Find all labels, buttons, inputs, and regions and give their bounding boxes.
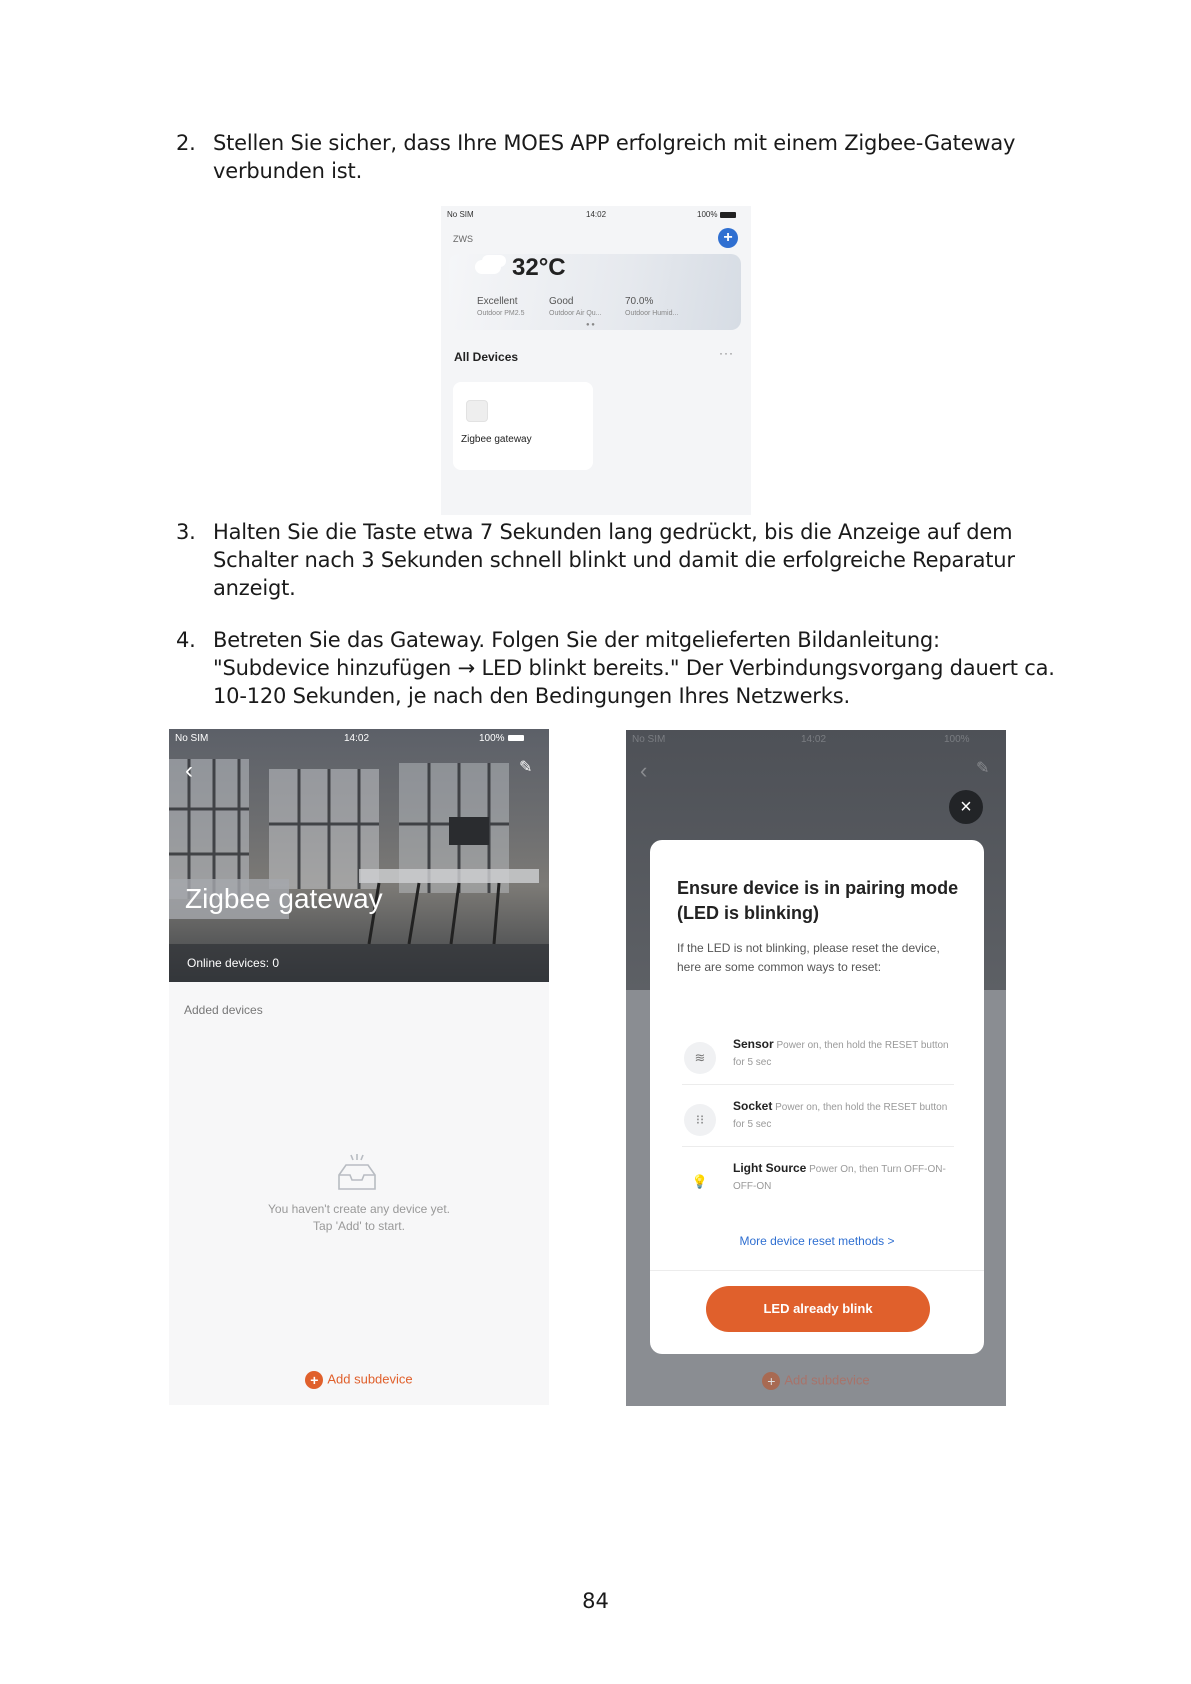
edit-icon[interactable]: ✎ [519, 759, 533, 776]
cloud-icon [475, 260, 501, 274]
add-device-icon[interactable]: + [718, 228, 738, 248]
back-icon[interactable]: ‹ [185, 757, 193, 784]
divider [650, 1270, 984, 1271]
weather-metric: Good Outdoor Air Qu... [549, 296, 602, 317]
status-time: 14:02 [344, 733, 370, 744]
gateway-title: Zigbee gateway [185, 883, 383, 914]
modal-description: If the LED is not blinking, please reset the device, here are some common ways to reset: [677, 941, 940, 974]
added-devices-label: Added devices [184, 1003, 263, 1017]
step-text: Stellen Sie sicher, dass Ihre MOES APP erfolgreich mit einem Zigbee-Gateway verbunden ist. [213, 131, 1016, 183]
home-screenshot [441, 206, 751, 515]
row-desc: Power on, then hold the RESET button for 5 sec [733, 1040, 949, 1068]
step-text: Halten Sie die Taste etwa 7 Sekunden lang gedrückt, bis die Anzeige auf dem Schalter nach 3 Sekunden schnell blinkt und damit die erfolgreiche Reparatur anzeigt. [213, 520, 1015, 600]
back-icon: ‹ [640, 758, 648, 783]
status-battery: 100% [944, 734, 970, 745]
room-photo [169, 729, 549, 982]
battery-icon [508, 735, 524, 741]
step-4 [176, 626, 1056, 710]
gateway-icon [466, 400, 488, 422]
step-2 [176, 129, 1056, 185]
home-name[interactable]: ZWS [453, 234, 473, 244]
close-icon[interactable]: × [949, 790, 983, 824]
page-number: 84 [582, 1589, 609, 1613]
temperature: 32°C [512, 254, 566, 281]
reset-row-light [682, 1158, 954, 1208]
status-time: 14:02 [586, 210, 607, 219]
status-carrier: No SIM [175, 733, 209, 744]
pager-dots: ● ● [586, 322, 595, 328]
gateway-screenshot [169, 729, 549, 1405]
pairing-modal [650, 840, 984, 1354]
status-carrier: No SIM [632, 734, 666, 745]
device-card[interactable] [453, 382, 593, 470]
more-reset-methods-link[interactable]: More device reset methods > [739, 1234, 895, 1248]
modal-title: Ensure device is in pairing mode (LED is blinking) [677, 878, 959, 923]
step-3 [176, 518, 1056, 602]
online-devices: Online devices: 0 [187, 956, 280, 970]
status-carrier: No SIM [447, 210, 474, 219]
gateway-hero [169, 729, 549, 982]
edit-icon: ✎ [976, 760, 990, 777]
status-battery: 100% [479, 733, 505, 744]
row-name: Socket [733, 1099, 773, 1113]
pairing-screenshot [626, 730, 1006, 1406]
empty-hint: Tap 'Add' to start. [313, 1219, 405, 1233]
status-time: 14:02 [801, 734, 827, 745]
row-desc: Power On, then Turn OFF-ON-OFF-ON [733, 1164, 946, 1192]
row-desc: Power on, then hold the RESET button for 5 sec [733, 1102, 948, 1130]
battery-icon [720, 212, 736, 218]
weather-metric: Excellent Outdoor PM2.5 [477, 296, 525, 317]
plus-icon: + [762, 1372, 780, 1390]
bulb-icon: 💡 [684, 1166, 716, 1198]
step-number: 2. [176, 131, 196, 155]
device-name: Zigbee gateway [461, 434, 532, 445]
socket-icon: ⁝⁝ [684, 1104, 716, 1136]
reset-row-socket [682, 1096, 954, 1147]
more-icon[interactable]: ··· [719, 346, 734, 360]
row-name: Light Source [733, 1161, 807, 1175]
weather-card [449, 254, 741, 330]
plus-icon: + [305, 1371, 323, 1389]
weather-metric: 70.0% Outdoor Humid... [625, 296, 679, 317]
empty-message: You haven't create any device yet. [268, 1202, 450, 1216]
empty-inbox-icon [335, 1153, 379, 1193]
all-devices-title: All Devices [454, 350, 519, 364]
row-name: Sensor [733, 1037, 774, 1051]
step-number: 3. [176, 520, 196, 544]
status-battery: 100% [697, 210, 718, 219]
led-already-blink-button[interactable]: LED already blink [706, 1286, 930, 1332]
step-text: Betreten Sie das Gateway. Folgen Sie der mitgelieferten Bildanleitung: "Subdevice hinzufügen → LED blinkt bereits." Der Verbindungsvorgang dauert ca. 10-120 Sekunden, je nach den Bedingungen Ihres Netzwerks. [213, 628, 1055, 708]
reset-row-sensor [682, 1034, 954, 1085]
add-subdevice-button[interactable]: + Add subdevice [169, 1371, 549, 1389]
add-subdevice-button: + Add subdevice [626, 1372, 1006, 1390]
step-number: 4. [176, 628, 196, 652]
sensor-icon: ≋ [684, 1042, 716, 1074]
